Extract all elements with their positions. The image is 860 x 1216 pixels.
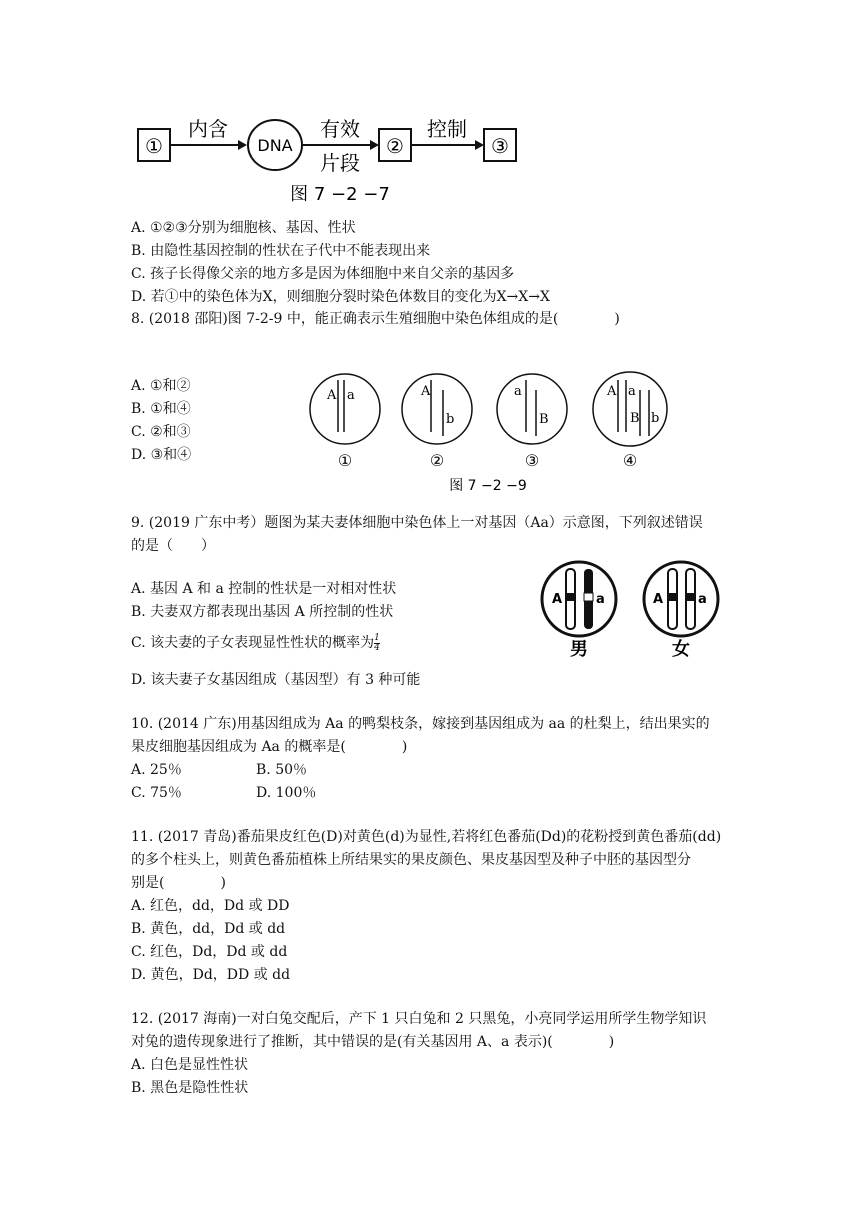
q11-option-d: D. 黄色，Dd，DD 或 dd: [131, 967, 291, 983]
svg-text:A: A: [327, 388, 337, 403]
q10-option-a: A. 25％: [131, 762, 182, 778]
svg-text:a: a: [596, 592, 605, 607]
q10-option-b: B. 50％: [256, 762, 308, 778]
q7-option-a: A. ①②③分别为细胞核、基因、性状: [131, 220, 356, 236]
q7-option-b: B. 由隐性基因控制的性状在子代中不能表现出来: [131, 243, 431, 259]
svg-text:A: A: [552, 592, 563, 607]
flow-box-3-label: ③: [491, 134, 509, 158]
cell-2: [402, 374, 472, 470]
q9-stem-line2: 的是（ ）: [131, 538, 215, 554]
svg-text:a: a: [698, 592, 707, 607]
flow-edge-2-top: 有效: [320, 117, 360, 141]
q8-option-b: B. ①和④: [131, 401, 191, 417]
svg-text:b: b: [446, 412, 455, 427]
q12-stem-line2: 对兔的遗传现象进行了推断，其中错误的是(有关基因用 A、a 表示)( ): [131, 1034, 615, 1050]
cell-4-label: ④: [622, 451, 638, 470]
q10-stem-line1: 10. (2014 广东)用基因组成为 Aa 的鸭梨枝条，嫁接到基因组成为 aa 的杜梨上，结出果实的: [131, 716, 710, 732]
svg-text:a: a: [628, 384, 636, 399]
svg-text:a: a: [514, 384, 522, 399]
male-cell: [542, 562, 616, 660]
q10-option-c: C. 75％: [131, 785, 182, 801]
svg-text:B: B: [630, 411, 640, 426]
svg-text:B: B: [539, 412, 549, 427]
q12-stem-line1: 12. (2017 海南)一对白兔交配后，产下 1 只白兔和 2 只黑兔，小亮同学运用所学生物学知识: [131, 1011, 707, 1027]
flow-box-1-label: ①: [145, 134, 163, 158]
q12-option-a: A. 白色是显性性状: [131, 1057, 249, 1073]
figure-7-2-7-caption: 图 7 −2 −7: [290, 184, 390, 205]
female-cell: [644, 562, 718, 660]
cell-4: [593, 372, 667, 470]
q8-stem: 8. (2018 邵阳)图 7-2-9 中，能正确表示生殖细胞中染色体组成的是( ): [131, 311, 620, 327]
cell-3: [497, 374, 567, 470]
q9-option-d: D. 该夫妻子女基因组成（基因型）有 3 种可能: [131, 672, 421, 688]
q8-option-d: D. ③和④: [131, 447, 192, 463]
q11-stem-line1: 11. (2017 青岛)番茄果皮红色(D)对黄色(d)为显性,若将红色番茄(Dd)的花粉授到黄色番茄(dd): [131, 829, 722, 845]
figure-q9-couple: [535, 555, 735, 665]
fraction-one-quarter: $\frac{1}{4}$: [374, 632, 380, 653]
q7-option-d: D. 若①中的染色体为X，则细胞分裂时染色体数目的变化为X→X→X: [131, 289, 550, 305]
svg-text:b: b: [651, 411, 660, 426]
female-label: 女: [672, 639, 690, 660]
arrow-head-icon: [370, 140, 379, 150]
cell-2-label: ②: [429, 451, 445, 470]
q12-option-b: B. 黑色是隐性性状: [131, 1080, 249, 1096]
q8-option-c: C. ②和③: [131, 424, 191, 440]
q11-stem-line3: 别是( ): [131, 875, 226, 891]
q9-option-b: B. 夫妻双方都表现出基因 A 所控制的性状: [131, 604, 394, 620]
cell-1: [310, 374, 380, 470]
q9-option-c-text: C. 该夫妻的子女表现显性性状的概率为: [131, 635, 375, 651]
svg-text:A: A: [607, 384, 617, 399]
q11-option-c: C. 红色，Dd，Dd 或 dd: [131, 944, 288, 960]
flow-edge-2-bottom: 片段: [320, 151, 360, 175]
flow-edge-1-label: 内含: [188, 117, 228, 141]
cell-1-label: ①: [337, 451, 353, 470]
figure-7-2-9: [300, 362, 680, 497]
figure-7-2-7: [130, 100, 550, 215]
q10-stem-line2: 果皮细胞基因组成为 Aa 的概率是( ): [131, 739, 408, 755]
svg-text:a: a: [347, 388, 355, 403]
male-label: 男: [570, 639, 588, 660]
q8-option-a: A. ①和②: [131, 378, 191, 394]
q9-stem-line1: 9. (2019 广东中考）题图为某夫妻体细胞中染色体上一对基因（Aa）示意图，下列叙述错误: [131, 515, 703, 531]
flow-box-2-label: ②: [386, 134, 404, 158]
q11-option-a: A. 红色，dd，Dd 或 DD: [131, 898, 290, 914]
svg-text:A: A: [421, 384, 431, 399]
figure-7-2-9-caption: 图 7 −2 −9: [449, 478, 527, 494]
q9-option-a: A. 基因 A 和 a 控制的性状是一对相对性状: [131, 581, 397, 597]
q11-stem-line2: 的多个柱头上，则黄色番茄植株上所结果实的果皮颜色、果皮基因型及种子中胚的基因型分: [131, 852, 691, 868]
arrow-head-icon: [475, 140, 484, 150]
q11-option-b: B. 黄色，dd，Dd 或 dd: [131, 921, 286, 937]
arrow-head-icon: [238, 140, 247, 150]
cell-3-label: ③: [524, 451, 540, 470]
q7-option-c: C. 孩子长得像父亲的地方多是因为体细胞中来自父亲的基因多: [131, 266, 515, 282]
flow-dna-label: DNA: [257, 136, 293, 155]
q10-option-d: D. 100％: [256, 785, 317, 801]
flow-edge-3-label: 控制: [427, 117, 467, 141]
svg-text:A: A: [653, 592, 664, 607]
q9-option-c: [131, 633, 380, 653]
